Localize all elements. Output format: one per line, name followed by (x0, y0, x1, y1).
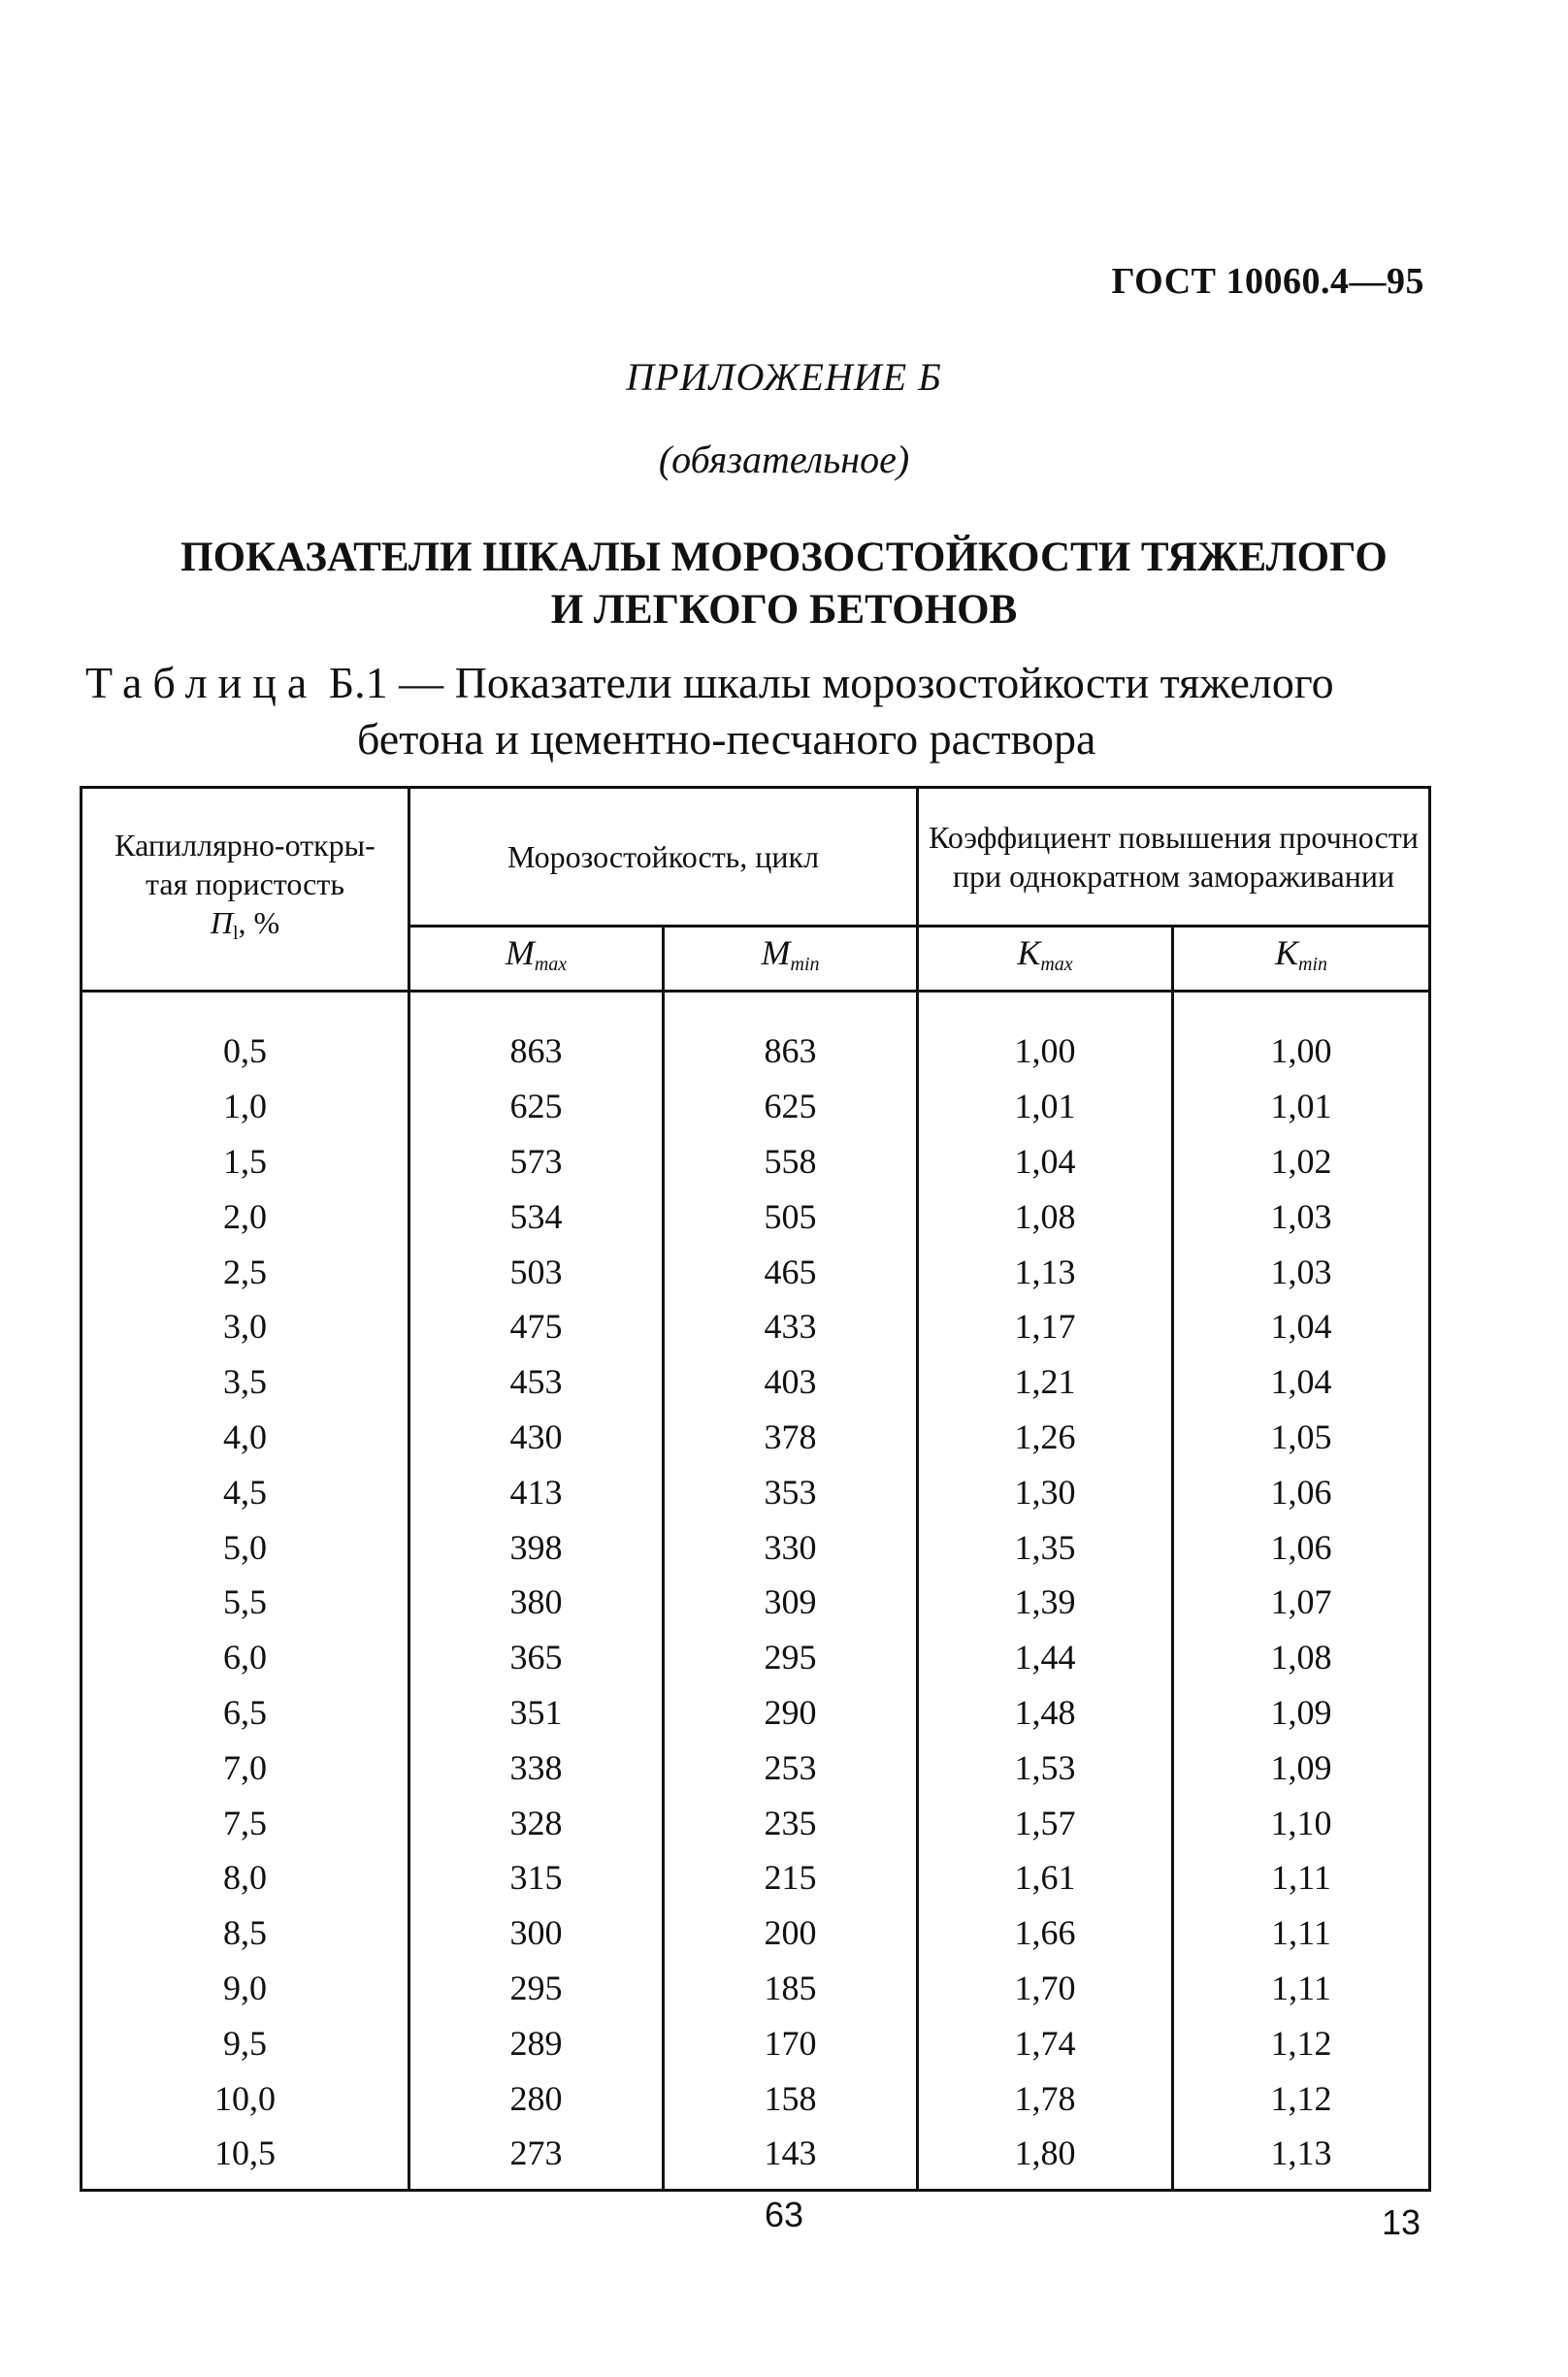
cell-m-min: 309 (664, 1575, 918, 1630)
cell-porosity: 10,5 (82, 2126, 409, 2190)
cell-porosity: 9,0 (82, 1961, 409, 2016)
cell-k-max: 1,57 (918, 1795, 1173, 1850)
m-max-subscript: max (534, 954, 568, 975)
cell-m-max: 315 (409, 1850, 664, 1905)
cell-m-min: 378 (664, 1410, 918, 1465)
table-row (82, 1079, 1430, 1134)
header-k-max (918, 927, 1173, 992)
cell-porosity: 5,0 (82, 1519, 409, 1575)
cell-m-min: 253 (664, 1740, 918, 1795)
cell-porosity: 4,5 (82, 1464, 409, 1519)
cell-m-max: 328 (409, 1795, 664, 1850)
cell-porosity: 3,5 (82, 1354, 409, 1410)
cell-m-min: 465 (664, 1244, 918, 1299)
cell-k-min: 1,06 (1173, 1464, 1430, 1519)
table-row (82, 1685, 1430, 1741)
table-row (82, 2015, 1430, 2070)
cell-k-min: 1,02 (1173, 1134, 1430, 1189)
standard-number: ГОСТ 10060.4—95 (1111, 261, 1424, 302)
cell-porosity: 2,0 (82, 1188, 409, 1244)
cell-k-min: 1,10 (1173, 1795, 1430, 1850)
header-porosity-symbol-line (86, 903, 404, 953)
cell-k-min: 1,12 (1173, 2070, 1430, 2126)
header-m-min (664, 927, 918, 992)
cell-m-min: 558 (664, 1134, 918, 1189)
cell-porosity: 1,5 (82, 1134, 409, 1189)
cell-porosity: 7,0 (82, 1740, 409, 1795)
cell-m-min: 215 (664, 1850, 918, 1905)
cell-k-min: 1,11 (1173, 1961, 1430, 2016)
cell-k-min: 1,03 (1173, 1244, 1430, 1299)
cell-m-min: 295 (664, 1630, 918, 1685)
section-heading-line1: ПОКАЗАТЕЛИ ШКАЛЫ МОРОЗОСТОЙКОСТИ ТЯЖЕЛОГО (180, 535, 1388, 580)
cell-k-max: 1,01 (918, 1079, 1173, 1134)
k-max-symbol: K (1017, 933, 1041, 972)
cell-k-min: 1,00 (1173, 992, 1430, 1079)
cell-m-min: 185 (664, 1961, 918, 2016)
appendix-title: ПРИЛОЖЕНИЕ Б (626, 355, 942, 399)
header-porosity (82, 788, 409, 992)
cell-m-min: 330 (664, 1519, 918, 1575)
frost-resistance-table (80, 786, 1431, 2192)
k-max-subscript: max (1040, 954, 1073, 975)
cell-m-min: 353 (664, 1464, 918, 1519)
cell-m-max: 300 (409, 1905, 664, 1961)
porosity-subscript: l (232, 923, 239, 944)
page-number: 63 (764, 2195, 804, 2234)
cell-k-max: 1,21 (918, 1354, 1173, 1410)
cell-porosity: 5,5 (82, 1575, 409, 1630)
table-caption (85, 655, 1463, 767)
table-row (82, 1188, 1430, 1244)
cell-m-min: 433 (664, 1299, 918, 1354)
cell-k-max: 1,17 (918, 1299, 1173, 1354)
cell-k-max: 1,35 (918, 1519, 1173, 1575)
k-min-subscript: min (1298, 954, 1327, 975)
table-caption-line1: Б.1 — Показатели шкалы морозостойкости тяжелого (328, 658, 1334, 707)
header-m-max (409, 927, 664, 992)
table-row (82, 1134, 1430, 1189)
cell-m-max: 503 (409, 1244, 664, 1299)
cell-m-max: 380 (409, 1575, 664, 1630)
cell-k-max: 1,08 (918, 1188, 1173, 1244)
table-row (82, 1795, 1430, 1850)
cell-k-min: 1,11 (1173, 1905, 1430, 1961)
cell-k-min: 1,06 (1173, 1519, 1430, 1575)
table-row (82, 2070, 1430, 2126)
porosity-symbol: П (210, 905, 233, 940)
cell-k-min: 1,13 (1173, 2126, 1430, 2190)
cell-k-max: 1,48 (918, 1685, 1173, 1741)
cell-m-max: 453 (409, 1354, 664, 1410)
table-row (82, 1519, 1430, 1575)
cell-k-max: 1,26 (918, 1410, 1173, 1465)
cell-m-max: 338 (409, 1740, 664, 1795)
table-label: Таблица (85, 658, 318, 707)
cell-porosity: 3,0 (82, 1299, 409, 1354)
cell-m-min: 235 (664, 1795, 918, 1850)
cell-k-min: 1,01 (1173, 1079, 1430, 1134)
k-min-symbol: K (1274, 933, 1298, 972)
cell-m-min: 158 (664, 2070, 918, 2126)
table-row (82, 1299, 1430, 1354)
cell-m-max: 573 (409, 1134, 664, 1189)
cell-k-max: 1,53 (918, 1740, 1173, 1795)
cell-m-max: 534 (409, 1188, 664, 1244)
cell-k-min: 1,12 (1173, 2015, 1430, 2070)
cell-m-min: 290 (664, 1685, 918, 1741)
cell-k-min: 1,09 (1173, 1740, 1430, 1795)
cell-m-min: 403 (664, 1354, 918, 1410)
cell-m-min: 143 (664, 2126, 918, 2190)
cell-m-max: 351 (409, 1685, 664, 1741)
header-porosity-line1: Капиллярно-откры- (114, 828, 376, 863)
cell-k-min: 1,04 (1173, 1354, 1430, 1410)
table-row (82, 1905, 1430, 1961)
appendix-status: (обязательное) (658, 438, 910, 481)
cell-k-min: 1,09 (1173, 1685, 1430, 1741)
table-body (82, 992, 1430, 2191)
section-heading-line2: И ЛЕГКОГО БЕТОНОВ (550, 587, 1018, 633)
sheet-number: 13 (1381, 2202, 1421, 2242)
header-k-min (1173, 927, 1430, 992)
table-row (82, 1630, 1430, 1685)
cell-m-min: 200 (664, 1905, 918, 1961)
cell-k-max: 1,39 (918, 1575, 1173, 1630)
cell-k-min: 1,08 (1173, 1630, 1430, 1685)
table-row (82, 1410, 1430, 1465)
cell-k-min: 1,04 (1173, 1299, 1430, 1354)
cell-k-max: 1,13 (918, 1244, 1173, 1299)
table-row (82, 1961, 1430, 2016)
m-min-subscript: min (790, 954, 820, 975)
cell-k-min: 1,11 (1173, 1850, 1430, 1905)
cell-m-min: 505 (664, 1188, 918, 1244)
cell-m-max: 280 (409, 2070, 664, 2126)
table-row (82, 1740, 1430, 1795)
cell-porosity: 4,0 (82, 1410, 409, 1465)
cell-k-max: 1,70 (918, 1961, 1173, 2016)
cell-m-min: 170 (664, 2015, 918, 2070)
table-row (82, 1850, 1430, 1905)
table-row (82, 1244, 1430, 1299)
header-porosity-line2: тая пористость (146, 866, 344, 901)
cell-porosity: 1,0 (82, 1079, 409, 1134)
cell-porosity: 0,5 (82, 992, 409, 1079)
cell-k-min: 1,07 (1173, 1575, 1430, 1630)
cell-m-max: 273 (409, 2126, 664, 2190)
cell-m-min: 863 (664, 992, 918, 1079)
cell-k-max: 1,74 (918, 2015, 1173, 2070)
cell-k-min: 1,03 (1173, 1188, 1430, 1244)
table-row (82, 1354, 1430, 1410)
cell-m-max: 863 (409, 992, 664, 1079)
cell-m-max: 430 (409, 1410, 664, 1465)
cell-k-max: 1,78 (918, 2070, 1173, 2126)
section-heading (0, 532, 1568, 636)
cell-porosity: 8,0 (82, 1850, 409, 1905)
cell-porosity: 8,5 (82, 1905, 409, 1961)
cell-k-max: 1,30 (918, 1464, 1173, 1519)
header-frost-resistance: Морозостойкость, цикл (409, 788, 918, 927)
cell-k-max: 1,80 (918, 2126, 1173, 2190)
cell-m-max: 475 (409, 1299, 664, 1354)
cell-m-max: 398 (409, 1519, 664, 1575)
table-row (82, 1575, 1430, 1630)
cell-porosity: 6,0 (82, 1630, 409, 1685)
m-min-symbol: M (761, 933, 791, 972)
m-max-symbol: M (505, 933, 535, 972)
cell-m-min: 625 (664, 1079, 918, 1134)
table-caption-line2: бетона и цементно-песчаного раствора (357, 714, 1096, 764)
cell-k-max: 1,04 (918, 1134, 1173, 1189)
cell-m-max: 289 (409, 2015, 664, 2070)
header-strength-coefficient: Коэффициент повышения прочности при однократном замораживании (918, 788, 1430, 927)
porosity-unit: , % (238, 905, 280, 940)
cell-k-max: 1,44 (918, 1630, 1173, 1685)
cell-k-min: 1,05 (1173, 1410, 1430, 1465)
cell-porosity: 6,5 (82, 1685, 409, 1741)
cell-k-max: 1,61 (918, 1850, 1173, 1905)
cell-m-max: 625 (409, 1079, 664, 1134)
table-row (82, 992, 1430, 1079)
cell-m-max: 365 (409, 1630, 664, 1685)
cell-m-max: 413 (409, 1464, 664, 1519)
table-row (82, 1464, 1430, 1519)
cell-porosity: 9,5 (82, 2015, 409, 2070)
cell-k-max: 1,00 (918, 992, 1173, 1079)
cell-porosity: 7,5 (82, 1795, 409, 1850)
cell-k-max: 1,66 (918, 1905, 1173, 1961)
cell-m-max: 295 (409, 1961, 664, 2016)
cell-porosity: 10,0 (82, 2070, 409, 2126)
table-row (82, 2126, 1430, 2190)
cell-porosity: 2,5 (82, 1244, 409, 1299)
